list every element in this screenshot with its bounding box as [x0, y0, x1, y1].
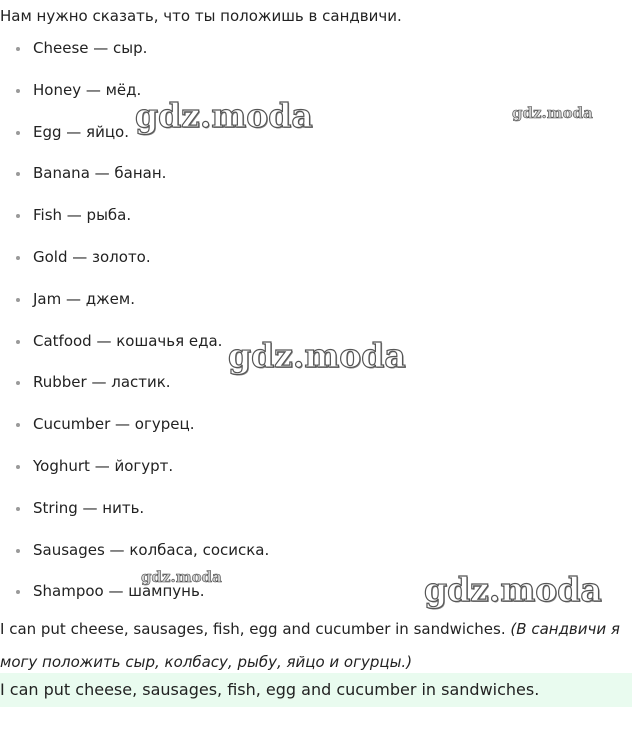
- list-item: [0, 456, 632, 498]
- list-item: [0, 122, 632, 164]
- vocab-entry: Sausages — колбаса, сосиска.: [33, 540, 270, 559]
- bullet-icon: [16, 549, 20, 553]
- bullet-icon: [16, 89, 20, 93]
- vocab-entry: String — нить.: [33, 498, 145, 517]
- bullet-icon: [16, 47, 20, 51]
- vocab-entry: Cheese — сыр.: [33, 39, 148, 57]
- list-item: [0, 205, 632, 247]
- list-item: [0, 414, 632, 456]
- watermark-logo: gdz.moda: [228, 336, 406, 375]
- vocab-entry: Egg — яйцо.: [33, 122, 129, 141]
- vocab-entry: Banana — банан.: [33, 164, 167, 183]
- bullet-icon: [16, 423, 20, 427]
- list-item: [0, 247, 632, 289]
- list-item: [0, 498, 632, 540]
- vocab-entry: Cucumber — огурец.: [33, 415, 195, 434]
- highlighted-answer: I can put cheese, sausages, fish, egg and cucumber in sandwiches.: [0, 673, 632, 707]
- vocab-entry: Fish — рыба.: [33, 206, 132, 225]
- vocab-entry: Shampoo — шампунь.: [33, 582, 205, 601]
- vocab-entry: Gold — золото.: [33, 247, 151, 266]
- bullet-icon: [16, 590, 20, 594]
- bullet-icon: [16, 507, 20, 511]
- answer-paragraph: [0, 613, 632, 679]
- watermark-logo: gdz.moda: [135, 96, 313, 135]
- bullet-icon: [16, 172, 20, 176]
- vocab-entry: Catfood — кошачья еда.: [33, 331, 223, 350]
- watermark-logo: gdz.moda: [512, 104, 593, 122]
- bullet-icon: [16, 381, 20, 385]
- vocab-list: [0, 38, 632, 623]
- answer-translation: (В сандвичи я могу положить сыр, колбасу, рыбу, яйцо и огурцы.): [0, 620, 620, 671]
- watermark-logo: gdz.moda: [141, 568, 222, 586]
- vocab-entry: Honey — мёд.: [33, 80, 142, 99]
- bullet-icon: [16, 298, 20, 302]
- list-item: [0, 289, 632, 331]
- bullet-icon: [16, 214, 20, 218]
- answer-english: I can put cheese, sausages, fish, egg and cucumber in sandwiches.: [0, 620, 506, 638]
- list-item: [0, 372, 632, 414]
- intro-text: Нам нужно сказать, что ты положишь в сандвичи.: [0, 7, 402, 25]
- vocab-entry: Rubber — ластик.: [33, 373, 171, 392]
- vocab-entry: Yoghurt — йогурт.: [33, 456, 174, 475]
- vocab-entry: Jam — джем.: [33, 289, 135, 308]
- bullet-icon: [16, 256, 20, 260]
- watermark-logo: gdz.moda: [424, 570, 602, 609]
- bullet-icon: [16, 131, 20, 135]
- bullet-icon: [16, 465, 20, 469]
- list-item: [0, 38, 632, 80]
- list-item: [0, 163, 632, 205]
- bullet-icon: [16, 340, 20, 344]
